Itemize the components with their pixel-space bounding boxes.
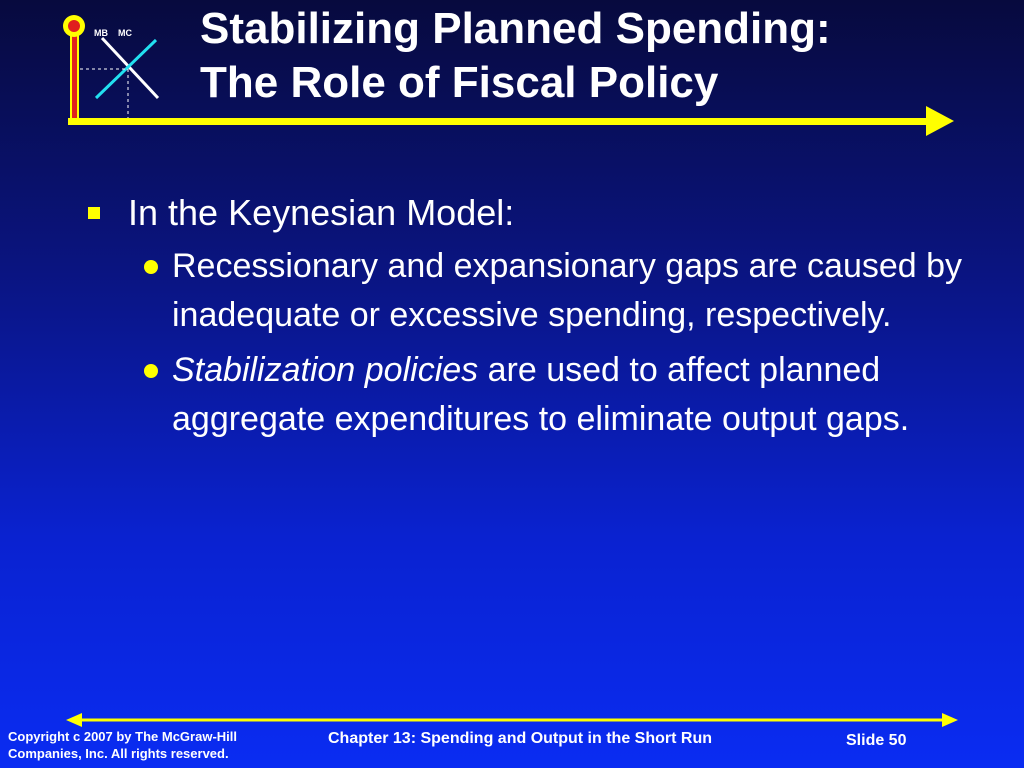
main-bullet-text: In the Keynesian Model:	[128, 192, 515, 233]
sub-bullet-item-1	[88, 242, 968, 340]
mb-label: MB	[94, 28, 108, 38]
sub-bullet-2-italic-term: Stabilization policies	[172, 351, 479, 389]
slide-content	[88, 188, 968, 444]
copyright-notice	[8, 728, 278, 762]
chapter-label: Chapter 13: Spending and Output in the Short Run	[328, 730, 712, 747]
sub-bullet-2-text: are used to affect planned aggregate expenditures to eliminate output gaps.	[172, 351, 910, 438]
copyright-line-1: Copyright c 2007 by The McGraw-Hill	[8, 729, 237, 744]
slide-number: Slide 50	[846, 732, 907, 749]
mb-mc-logo	[58, 12, 168, 124]
copyright-line-2: Companies, Inc. All rights reserved.	[8, 746, 229, 761]
sub-bullet-1-text: Recessionary and expansionary gaps are caused by inadequate or excessive spending, respectively.	[172, 247, 963, 334]
sub-bullet-item-2	[88, 346, 968, 444]
slide-title	[200, 2, 1000, 110]
title-line-1: Stabilizing Planned Spending:	[200, 4, 831, 53]
round-bullet-icon	[144, 260, 158, 274]
title-line-2: The Role of Fiscal Policy	[200, 58, 719, 107]
main-bullet-item	[88, 188, 968, 238]
round-bullet-icon	[144, 364, 158, 378]
square-bullet-icon	[88, 207, 100, 219]
mc-label: MC	[118, 28, 132, 38]
